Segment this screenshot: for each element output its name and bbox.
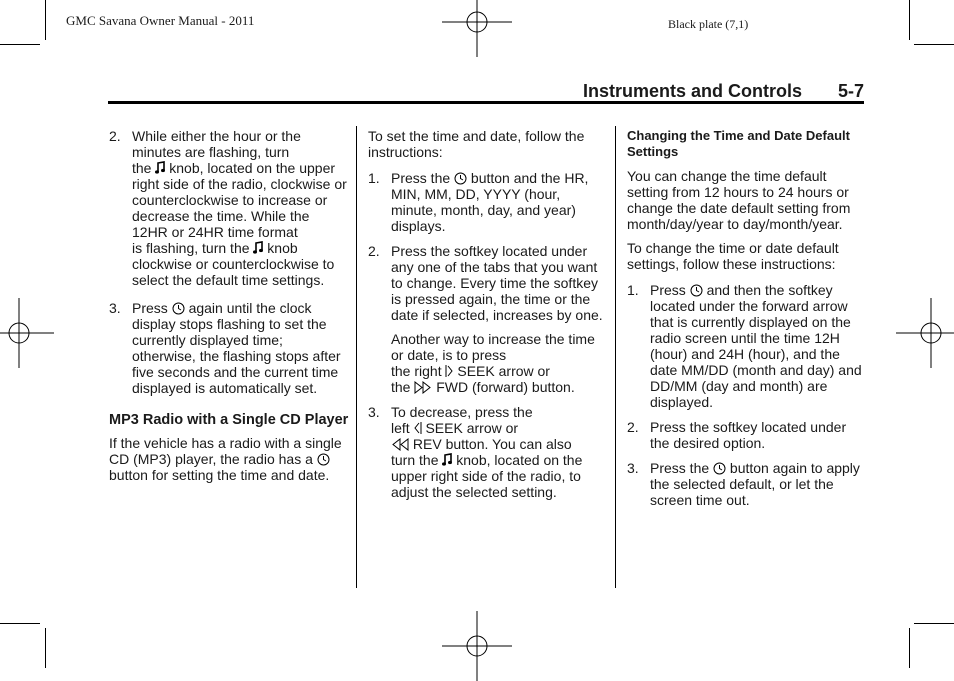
text-span: button again to apply the selected default, or let the screen time out. [650, 460, 860, 508]
crop-mark [45, 628, 46, 668]
text-span: REV button. You can also [412, 436, 572, 452]
music-note-knob-icon [253, 241, 263, 255]
clock-icon [690, 284, 703, 297]
text-span: left [391, 420, 410, 436]
crop-mark [909, 0, 910, 40]
item-number: 2. [109, 128, 121, 144]
crop-mark [914, 44, 954, 45]
list-item [627, 419, 865, 451]
text-span: knob, located on the upper right side of the radio, to adjust the selected setting. [391, 452, 583, 500]
column-divider [356, 126, 357, 588]
header-rule [108, 101, 864, 104]
music-note-knob-icon [155, 161, 165, 175]
item-number: 2. [627, 419, 639, 435]
paragraph: You can change the time default setting from 12 hours to 24 hours or change the date default setting from month/day/year to day/month/year. [627, 168, 851, 232]
registration-mark-icon [442, 0, 512, 57]
fast-forward-icon [414, 381, 432, 394]
item-text: Press the softkey located under the desired option. [650, 419, 847, 451]
text-span: SEEK arrow or [457, 363, 550, 379]
list-item [627, 460, 865, 508]
text-span: SEEK arrow or [425, 420, 519, 436]
item-number: 3. [368, 404, 380, 420]
item-number: 1. [627, 282, 639, 298]
item-text [650, 460, 865, 508]
text-span: again until the clock display stops flashing to set the currently displayed time; otherwise, the flashing stops after five seconds and the current time displayed is automatically set. [132, 300, 341, 396]
item-number: 2. [368, 243, 380, 259]
item-number: 1. [368, 170, 380, 186]
list-item [368, 404, 606, 500]
item-number: 3. [109, 300, 121, 316]
paragraph: To change the time or date default settings, follow these instructions: [627, 240, 839, 272]
clock-icon [172, 302, 185, 315]
item-text: Press the softkey located under any one of the tabs that you want to change. Every time the softkey is pressed again, the time or the date if selected, increases by one. [391, 243, 603, 323]
text-span: has a [278, 451, 313, 467]
page-number: 5-7 [838, 81, 865, 101]
column-1 [109, 128, 349, 491]
text-span: While either the hour or the minutes are flashing, turn [132, 128, 301, 160]
rewind-icon [391, 438, 409, 451]
item-text [132, 128, 349, 288]
seek-left-icon [414, 421, 422, 435]
registration-mark-icon [896, 298, 954, 368]
text-span: the [391, 379, 411, 395]
item-text [391, 170, 606, 234]
text-span: To decrease, press the [391, 404, 533, 420]
text-span: Press the [391, 170, 451, 186]
column-3 [627, 128, 865, 517]
registration-mark-icon [0, 298, 54, 368]
crop-mark [45, 0, 46, 40]
section-heading: Changing the Time and Date Default Settings [627, 128, 850, 159]
text-span: Press [132, 300, 168, 316]
clock-icon [317, 453, 330, 466]
plate-label: Black plate (7,1) [668, 17, 749, 31]
item-subtext [391, 331, 606, 395]
paragraph [109, 435, 349, 483]
list-item [109, 128, 349, 288]
text-span: knob, located on the upper right side of the radio, clockwise or counterclockwise to increase or decrease the time. While the 12HR or 24HR time format [132, 160, 347, 240]
item-text [132, 300, 349, 396]
clock-icon [713, 462, 726, 475]
registration-mark-icon [442, 611, 512, 681]
section-heading: MP3 Radio with a Single CD Player [109, 412, 349, 428]
seek-right-icon [445, 364, 453, 378]
text-span: button and the HR, MIN, MM, DD, YYYY (hour, minute, month, day, and year) displays. [391, 170, 589, 234]
crop-mark [0, 623, 40, 624]
text-span: the right [391, 363, 442, 379]
text-span: is flashing, turn the [132, 240, 250, 256]
crop-mark [0, 44, 40, 45]
column-2 [368, 128, 606, 509]
crop-mark [914, 623, 954, 624]
list-item [368, 243, 606, 395]
text-span: FWD (forward) button. [436, 379, 575, 395]
text-span: button for setting the time and date. [109, 467, 330, 483]
list-item [368, 170, 606, 234]
paragraph: To set the time and date, follow the instructions: [368, 128, 585, 160]
crop-mark [909, 628, 910, 668]
item-number: 3. [627, 460, 639, 476]
text-span: Another way to increase the time or date, is to press [391, 331, 595, 363]
item-text [391, 404, 606, 500]
music-note-knob-icon [442, 453, 452, 467]
list-item [627, 282, 865, 410]
item-text [650, 282, 865, 410]
manual-title: GMC Savana Owner Manual - 2011 [66, 13, 255, 28]
text-span: and then the softkey located under the forward arrow that is currently displayed on the radio screen until the time 12H (hour) and 24H (hour), and the date MM/DD (month and day) and DD/MM (day and month) are displayed. [650, 282, 862, 410]
text-span: If the vehicle has a radio with a single CD (MP3) player, the radio [109, 435, 342, 467]
text-span: Press [650, 282, 686, 298]
text-span: the [132, 160, 152, 176]
text-span: Press the [650, 460, 710, 476]
text-span: knob clockwise or counterclockwise to select the default time settings. [132, 240, 335, 288]
column-divider [615, 126, 616, 588]
text-span: turn the [391, 452, 439, 468]
clock-icon [454, 172, 467, 185]
list-item [109, 300, 349, 396]
section-title: Instruments and Controls [583, 81, 803, 101]
